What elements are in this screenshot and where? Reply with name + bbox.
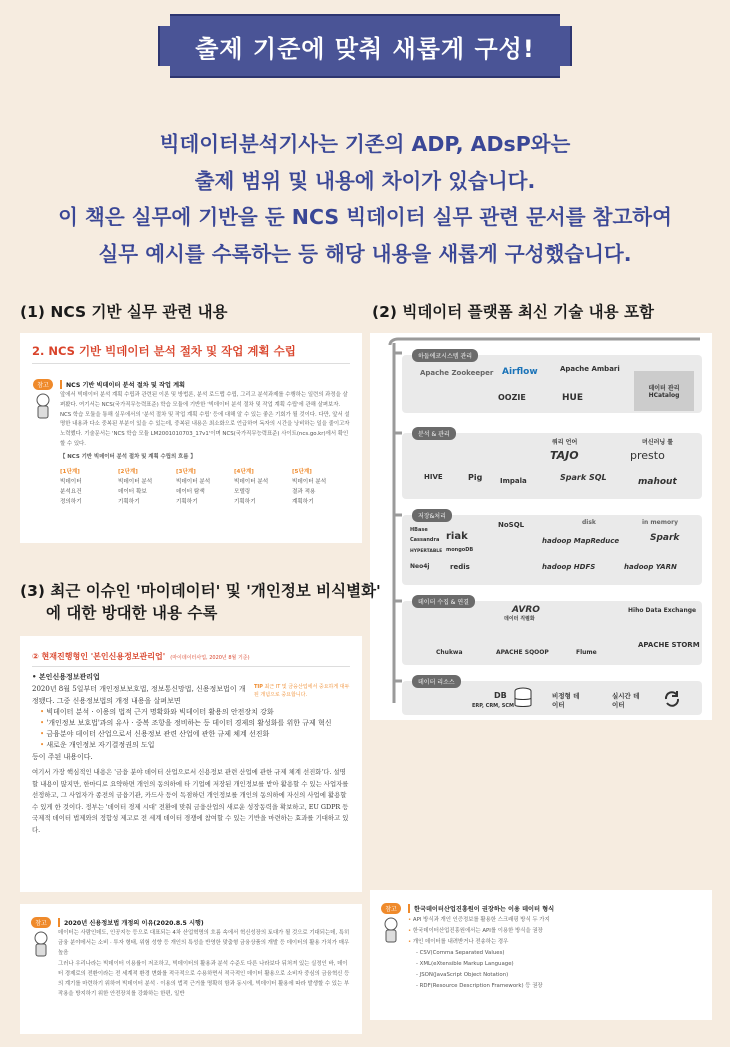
law-note-side — [30, 910, 52, 1000]
table-cell: 결과 적용 — [292, 488, 316, 495]
logo-cassandra: Cassandra — [410, 537, 440, 543]
list-item: • 빅데이터 분석 · 이용의 법적 근거 명확화와 빅데이터 활용의 안전장치 강화 — [40, 708, 274, 716]
mascot-icon — [381, 915, 401, 945]
group-collection — [402, 601, 702, 665]
logo-hypertable: HYPERTABLE — [410, 549, 443, 554]
law-note-body — [58, 910, 352, 1000]
law-note-title: 2020년 신용정보법 개정의 이유(2020.8.5 시행) — [58, 918, 204, 927]
law-note-text2: 그러나 우리나라는 빅데이터 이용률이 저조하고, 빅데이터의 활용과 분석 수준도 다른 나라보다 뒤처져 있는 실정인 바, 데이터 경제로의 전환이라는 전 세계적 환경 변화를 적극적으로 수용하면서 적극적인 데이터 활용으로 소비자 중심의 금융혁신 등의 계기를 마련하기 위하여 빅데이터 분석 · 이용의 법적 근거를 명확히 함과 동시에, 빅데이터 활용에 따라 발생할 수 있는 부작용을 방지하기 위한 안전장치를 강화하는 한편, 일반 — [58, 961, 350, 997]
list-item: • 한국데이터산업진흥원에서는 API를 이용한 방식을 권장 — [408, 928, 543, 934]
format-note — [380, 896, 702, 992]
label-erp: ERP, CRM, SCM — [472, 703, 515, 709]
logo-avro: AVRO — [512, 605, 540, 615]
format-item-text: CSV(Comma Separated Values) — [419, 950, 505, 956]
logo-pig: Pig — [468, 473, 483, 482]
database-icon — [514, 687, 532, 709]
note-badge: 참고 — [33, 379, 53, 390]
ncs-note-text: 앞에서 빅데이터 분석 계획 수립과 관련된 이론 및 방법론, 분석 로드맵 수립, 그리고 분석과제를 수행하는 일련의 과정을 살펴봤다. 여기서는 NCS(국가직무능력표준) 학습 모듈에 기반한 '빅데이터 분석 절차 및 작업 계획 수립'에 관해 살펴보자. NCS 학습 모듈을 통해 실무에서의 '분석 절차 및 작업 계획 수립' 등에 대해 알 수 있는 좋은 기회가 될 것이다. 다만, 앞서 설명한 내용과 다소 중복된 부분이 있을 수 있는데, 중복된 내용은 최소화으로 언급하여 독자의 시간을 낭비하는 일을 줄이고자 노력했다. 기술문서는 'NCS 학습 모듈 LM2001010703_17v1'이며 NCS(국가직무능력표준) 사이트(ncs.go.kr)에서 확인할 수 있다. — [60, 392, 350, 447]
table-header: [4단계] — [234, 468, 254, 475]
section3-title — [20, 580, 381, 624]
intro-line: 출제 범위 및 내용에 차이가 있습니다. — [194, 168, 536, 193]
banner-corner — [158, 66, 170, 78]
logo-ambari: Apache Ambari — [560, 365, 620, 373]
table-cell: 데이터 탐색 — [176, 488, 205, 495]
logo-riak: riak — [446, 531, 468, 542]
ncs-note-side — [32, 372, 54, 507]
title-banner — [158, 14, 572, 78]
logo-flume: Flume — [576, 649, 597, 656]
list-item-text: 한국데이터산업진흥원에서는 API를 이용한 방식을 권장 — [412, 928, 543, 934]
table-cell: 정의하기 — [60, 498, 82, 505]
logo-zookeeper: Apache Zookeeper — [420, 369, 494, 377]
group-ecosystem — [402, 355, 702, 413]
table-header: [3단계] — [176, 468, 196, 475]
table-cell: 빅데이터 분석 — [292, 478, 327, 485]
ncs-card — [20, 333, 362, 543]
intro-line: 실무 예시를 수록하는 등 해당 내용을 새롭게 구성했습니다. — [98, 241, 632, 266]
intro-line: 빅데이터분석기사는 기존의 ADP, ADsP와는 — [159, 132, 571, 156]
format-item-text: JSON(JavaScript Object Notation) — [419, 972, 509, 978]
list-item-text: '개인정보 보호법'과의 유사 · 중복 조항을 정비하는 등 데이터 경제의 활성화를 위한 규제 혁신 — [46, 719, 332, 727]
intro-text — [20, 126, 710, 272]
law-note-card — [20, 904, 362, 1034]
table-header: [2단계] — [118, 468, 138, 475]
law-note — [30, 910, 352, 1000]
group-label: 하둡에코시스템 관리 — [412, 349, 478, 362]
group-label: 데이터 수집 & 연결 — [412, 595, 475, 608]
tip-box — [254, 683, 350, 707]
intro-line: 이 책은 실무에 기반을 둔 NCS 빅데이터 실무 관련 문서를 참고하여 — [58, 205, 672, 229]
format-item: - CSV(Comma Separated Values) — [416, 950, 505, 956]
logo-hue: HUE — [562, 393, 583, 403]
table-cell: 계획하기 — [292, 498, 314, 505]
group-label: 저장&처리 — [412, 509, 452, 522]
list-item: • 금융분야 데이터 산업으로서 신용정보 관련 산업에 관한 규제 체계 선진화 — [40, 730, 270, 738]
format-item: - RDF(Resource Description Framework) 등 권장 — [416, 983, 543, 989]
banner-corner — [560, 66, 572, 78]
ncs-card-title: 2. NCS 기반 빅데이터 분석 절차 및 작업 계획 수립 — [32, 343, 350, 364]
list-item: • 새로운 개인정보 자기결정권의 도입 — [40, 741, 155, 749]
law-note-text1: 데이터는 사람인데도, 인공지능 등으로 대표되는 4차 산업혁명의 흐름 속에서 혁신성장의 토대가 될 것으로 기대되는데, 특히 금융 분야에서는 소비 · 투자 형태, 위험 성향 등 개인의 특성을 반영한 맞춤형 금융상품의 개발 등 데이터의 활용 가치가 매우 높음 — [58, 930, 350, 956]
section3-title-line: 에 대한 방대한 내용 수록 — [46, 604, 218, 622]
note-badge: 참고 — [31, 917, 51, 928]
format-item: - XML(eXtensible Markup Language) — [416, 961, 514, 967]
logo-oozie: OOZIE — [498, 393, 526, 402]
label-realtime: 실시간 데이터 — [612, 692, 640, 709]
mydata-para2: 등이 주된 내용이다. — [32, 753, 93, 761]
label-nosql: NoSQL — [498, 521, 525, 529]
table-cell: 모델링 — [234, 488, 251, 495]
table-cell: 빅데이터 — [60, 478, 82, 485]
label-disk: disk — [582, 519, 596, 526]
table-cell: 빅데이터 분석 — [118, 478, 153, 485]
logo-chukwa: Chukwa — [436, 649, 463, 656]
table-cell: 빅데이터 분석 — [234, 478, 269, 485]
logo-mahout: mahout — [638, 477, 677, 487]
refresh-icon — [662, 689, 682, 709]
label-db: DB — [494, 691, 507, 700]
logo-spark: Spark — [650, 533, 680, 543]
list-item-text: 개인 데이터를 내려받거나 전송하는 경우 — [412, 939, 509, 945]
logo-impala: Impala — [500, 477, 527, 485]
format-note-title: 한국데이터산업진흥원이 권장하는 이용 데이터 형식 — [408, 904, 554, 913]
label-ml: 머신러닝 툴 — [642, 439, 674, 446]
ncs-table-caption: 【 NCS 기반 빅데이터 분석 절차 및 계획 수립의 흐름 】 — [60, 453, 196, 460]
mydata-heading-text: 본인신용정보관리업 — [38, 673, 100, 681]
table-header: [1단계] — [60, 468, 80, 475]
list-item-text: 빅데이터 분석 · 이용의 법적 근거 명확화와 빅데이터 활용의 안전장치 강화 — [46, 708, 274, 716]
logo-hbase: HBase — [410, 527, 428, 533]
logo-presto: presto — [630, 449, 665, 462]
mydata-para1: 2020년 8월 5일부터 개인정보보호법, 정보통신망법, 신용정보법이 개정됐다. 그중 신용정보법의 개정 내용을 살펴보면 — [32, 685, 246, 705]
tip-label: TIP — [254, 684, 263, 690]
label-serialization: 데이터 직렬화 — [504, 616, 535, 622]
list-item: • 개인 데이터를 내려받거나 전송하는 경우 — [408, 939, 509, 945]
group-resources — [402, 681, 702, 715]
logo-redis: redis — [450, 563, 470, 571]
format-item-text: XML(eXtensible Markup Language) — [419, 961, 514, 967]
mydata-para3: 여기서 가장 핵심적인 내용은 '금융 분야 데이터 산업으로서 신용정보 관련 산업에 관한 규제 체계 선진화'다. 설명할 내용이 많지만, 한마디로 요약하면 개인의 동의하에 타 기업에 저장된 개인정보를 받아 활용할 수 있는 사업자를 선정하고, 그 사업자가 종전의 금융기관, 카드사 등이 독점하던 개인정보를 개인의 동의하에 자신의 사업에 활용할 수 있게 한 것이다. 정부는 '데이터 경제 시대' 전환에 맞춰 금융산업의 새로운 성장동력을 확보하고, EU GDPR 등 국제적 데이터 법제와의 정합성 제고로 전 세계 데이터 경쟁에 참여할 수 있는 기반을 마련하는 효과를 기대하고 있다. — [32, 768, 349, 834]
logo-mapreduce: hadoop MapReduce — [542, 537, 620, 545]
label-query: 쿼리 언어 — [552, 439, 578, 446]
mydata-heading: • 본인신용정보관리업 — [32, 673, 100, 681]
format-item: - JSON(JavaScript Object Notation) — [416, 972, 509, 978]
mydata-card — [20, 636, 362, 892]
logo-mongodb: mongoDB — [446, 547, 474, 553]
logo-hcatalog: 데이터 관리 HCatalog — [634, 371, 694, 411]
logo-hiho: Hiho Data Exchange — [628, 607, 697, 614]
format-note-side — [380, 896, 402, 992]
logo-tajo: TAJO — [550, 449, 579, 462]
table-cell: 기획하기 — [176, 498, 198, 505]
mascot-icon — [31, 929, 51, 959]
logo-sqoop: APACHE SQOOP — [496, 649, 549, 656]
label-inmemory: in memory — [642, 519, 678, 526]
list-item: • '개인정보 보호법'과의 유사 · 중복 조항을 정비하는 등 데이터 경제의 활성화를 위한 규제 혁신 — [40, 719, 332, 727]
section2-title: (2) 빅데이터 플랫폼 최신 기술 내용 포함 — [372, 303, 654, 321]
banner-title: 출제 기준에 맞춰 새롭게 구성! — [195, 34, 535, 63]
group-label: 분석 & 관리 — [412, 427, 456, 440]
table-cell: 분석요건 — [60, 488, 82, 495]
mascot-icon — [33, 391, 53, 421]
table-cell: 기획하기 — [118, 498, 140, 505]
group-storage — [402, 515, 702, 585]
logo-airflow: Airflow — [502, 367, 538, 377]
logo-hdfs: hadoop HDFS — [542, 563, 596, 571]
list-item: • API 방식과 개인 인증정보를 활용한 스크래핑 방식 두 가지 — [408, 917, 550, 923]
list-item-text: 새로운 개인정보 자기결정권의 도입 — [46, 741, 155, 749]
logo-storm: APACHE STORM — [638, 641, 700, 649]
logo-sparksql: Spark SQL — [560, 473, 607, 482]
format-note-card — [370, 890, 712, 1020]
ncs-note — [32, 372, 350, 507]
label-unstructured: 비정형 데이터 — [552, 692, 580, 709]
group-label: 데이터 리소스 — [412, 675, 461, 688]
table-cell: 기획하기 — [234, 498, 256, 505]
table-cell: 빅데이터 분석 — [176, 478, 211, 485]
list-item-text: API 방식과 개인 인증정보를 활용한 스크래핑 방식 두 가지 — [412, 917, 550, 923]
list-item-text: 금융분야 데이터 산업으로서 신용정보 관련 산업에 관한 규제 체계 선진화 — [46, 730, 270, 738]
mydata-card-title: ② 현재진행형인 '본인신용정보관리업' — [32, 652, 166, 661]
mydata-intro-row — [32, 683, 350, 707]
mydata-card-subtitle: (마이데이터사업, 2020년 8월 기준) — [170, 655, 250, 661]
section1-title: (1) NCS 기반 실무 관련 내용 — [20, 303, 228, 321]
tip-text: 최근 IT 및 금융산업에서 중요하게 대두된 개념으로 중요합니다. — [254, 684, 350, 698]
ncs-note-title: NCS 기반 빅데이터 분석 절차 및 작업 계획 — [60, 380, 185, 389]
note-badge: 참고 — [381, 903, 401, 914]
ncs-flow-table — [60, 467, 350, 507]
ncs-note-body — [60, 372, 350, 507]
logo-yarn: hadoop YARN — [624, 563, 677, 571]
platform-card — [370, 333, 712, 720]
format-item-text: RDF(Resource Description Framework) 등 권장 — [419, 983, 543, 989]
format-note-body — [408, 896, 702, 992]
format-list — [408, 948, 702, 992]
group-analysis — [402, 433, 702, 499]
section3-title-line: (3) 최근 이슈인 '마이데이터' 및 '개인정보 비식별화' — [20, 582, 381, 600]
table-cell: 데이터 확보 — [118, 488, 147, 495]
banner-corner — [560, 14, 572, 26]
logo-hive: HIVE — [424, 473, 443, 481]
banner-corner — [158, 14, 170, 26]
logo-neo4j: Neo4j — [410, 563, 430, 570]
table-header: [5단계] — [292, 468, 312, 475]
mydata-bullets — [32, 707, 350, 751]
mydata-card-header — [32, 644, 350, 667]
format-note-list — [408, 915, 702, 992]
